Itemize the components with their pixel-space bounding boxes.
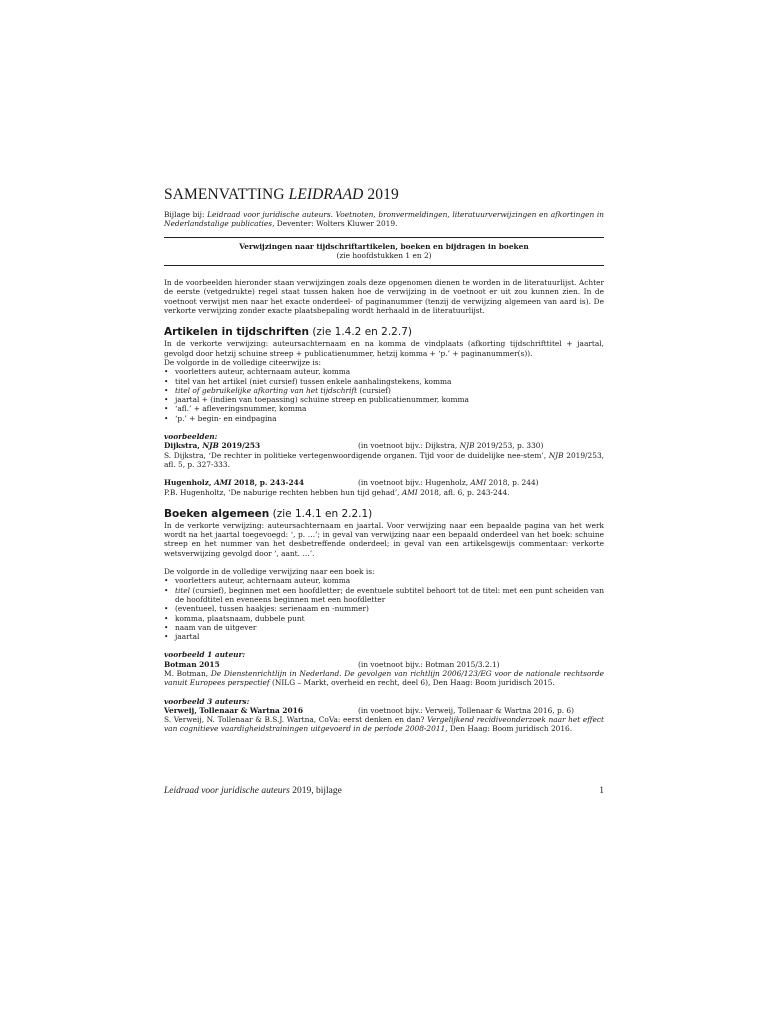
section-box	[164, 237, 604, 267]
bijlage-line: Bijlage bij: Leidraad voor juridische auteurs. Voetnoten, bronvermeldingen, literatuurverwijzingen en afkortingen in Nederlandstalige publicaties, Deventer: Wolters Kluwer 2019.	[164, 210, 604, 229]
list-item: • titel van het artikel (niet cursief) tussen enkele aanhalingstekens, komma	[164, 377, 604, 386]
section-heading-boeken: Boeken algemeen (zie 1.4.1 en 2.2.1)	[164, 507, 373, 520]
list-item: • (eventueel, tussen haakjes: serienaam en -nummer)	[164, 604, 604, 613]
list-item: • titel of gebruikelijke afkorting van het tijdschrift (cursief)	[164, 386, 604, 395]
example-short-ref: Dijkstra, NJB 2019/253	[164, 441, 261, 451]
example-row	[164, 441, 604, 450]
page-footer	[164, 786, 604, 796]
list-item: • voorletters auteur, achternaam auteur, komma	[164, 367, 604, 376]
example-footnote: (in voetnoot bijv.: Botman 2015/3.2.1)	[358, 659, 500, 669]
example-row	[164, 706, 604, 715]
box-heading: Verwijzingen naar tijdschriftartikelen, boeken en bijdragen in boeken	[239, 241, 529, 251]
artikelen-list	[164, 367, 604, 423]
boeken-paragraph-2: De volgorde in de volledige verwijzing naar een boek is:	[164, 567, 375, 577]
list-item: • voorletters auteur, achternaam auteur, komma	[164, 576, 604, 585]
example-short-ref: Botman 2015	[164, 659, 220, 669]
example-row	[164, 478, 604, 487]
document-page	[164, 186, 604, 734]
example-full-ref: M. Botman, De Dienstenrichtlijn in Nederland. De gevolgen van richtlijn 2006/123/EG voor de nationale rechtsorde vanuit Europees perspectief (NILG – Markt, overheid en recht, deel 6), Den Haag: Boom juridisch 2015.	[164, 668, 605, 688]
list-item: • komma, plaatsnaam, dubbele punt	[164, 614, 604, 623]
example-full-ref: S. Verweij, N. Tollenaar & B.S.J. Wartna, CoVa: eerst denken en dan? Vergelijkend recidiveonderzoek naar het effect van cognitieve vaardigheidstrainingen uitgevoerd in de periode 2008-2011, Den Haag: Boom juridisch 2016.	[164, 715, 604, 734]
voorbeeld-1-label: voorbeeld 1 auteur:	[164, 650, 246, 660]
list-item: • titel (cursief), beginnen met een hoofdletter; de eventuele subtitel behoort tot de titel: met een punt scheiden van de hoofdtitel en eveneens beginnen met een hoofdletter	[164, 586, 604, 605]
box-subheading: (zie hoofdstukken 1 en 2)	[336, 250, 432, 260]
list-item: • ‘afl.’ + afleveringsnummer, komma	[164, 404, 604, 413]
intro-paragraph: In de voorbeelden hieronder staan verwijzingen zoals deze opgenomen dienen te worden in de literatuurlijst. Achter de eerste (vetgedrukte) regel staat tussen haken hoe de verwijzing in de voetnoot er uit zou kunnen zien. In de voetnoot verwijst men naar het exacte onderdeel- of paginanummer (tenzij de verwijzing algemeen van aard is). De verkorte verwijzing zonder exacte plaatsbepaling wordt herhaald in de literatuurlijst.	[164, 278, 604, 316]
artikelen-paragraph-2: De volgorde in de volledige citeerwijze is:	[164, 357, 322, 367]
example-footnote: (in voetnoot bijv.: Hugenholz, AMI 2018, p. 244)	[358, 478, 539, 488]
page-title: SAMENVATTING LEIDRAAD 2019	[164, 186, 399, 203]
list-item: • ‘p.’ + begin- en eindpagina	[164, 414, 604, 423]
example-short-ref: Hugenholz, AMI 2018, p. 243-244	[164, 478, 304, 488]
voorbeeld-3-label: voorbeeld 3 auteurs:	[164, 696, 250, 706]
example-footnote: (in voetnoot bijv.: Verweij, Tollenaar & Wartna 2016, p. 6)	[358, 705, 574, 715]
list-item: • jaartal + (indien van toepassing) schuine streep en publicatienummer, komma	[164, 395, 604, 404]
example-row	[164, 660, 604, 669]
boeken-list	[164, 576, 604, 641]
artikelen-paragraph-1: In de verkorte verwijzing: auteursachternaam en na komma de vindplaats (afkorting tijdschrifttitel + jaartal, gevolgd door hetzij schuine streep + publicatienummer, hetzij komma + ‘p.’ + paginanummer(s)).	[164, 339, 604, 358]
footer-title: Leidraad voor juridische auteurs 2019, bijlage	[164, 786, 342, 796]
boeken-paragraph-1: In de verkorte verwijzing: auteursachternaam en jaartal. Voor verwijzing naar een bepaalde pagina van het werk wordt na het jaartal toegevoegd: ‘, p. …’; in geval van verwijzing naar een bepaald onderdeel van het boek: schuine streep en het nummer van het desbetreffende onderdeel; in geval van een artikelsgewijs commentaar: verkorte wetsverwijzing gevolgd door ‘, aant. …’.	[164, 520, 604, 558]
section-heading-artikelen: Artikelen in tijdschriften (zie 1.4.2 en 2.2.7)	[164, 326, 412, 339]
example-short-ref: Verweij, Tollenaar & Wartna 2016	[164, 705, 303, 715]
list-item: • jaartal	[164, 632, 604, 641]
page-number: 1	[599, 786, 604, 796]
example-footnote: (in voetnoot bijv.: Dijkstra, NJB 2019/253, p. 330)	[358, 441, 544, 451]
list-item: • naam van de uitgever	[164, 623, 604, 632]
voorbeelden-label: voorbeelden:	[164, 432, 218, 442]
example-full-ref: P.B. Hugenholtz, ‘De naburige rechten hebben hun tijd gehad’, AMI 2018, afl. 6, p. 243-244.	[164, 487, 510, 497]
example-full-ref: S. Dijkstra, ‘De rechter in politieke vertegenwoordigende organen. Tijd voor de duidelijke nee-stem’, NJB 2019/253, afl. 5, p. 327-333.	[164, 450, 604, 469]
